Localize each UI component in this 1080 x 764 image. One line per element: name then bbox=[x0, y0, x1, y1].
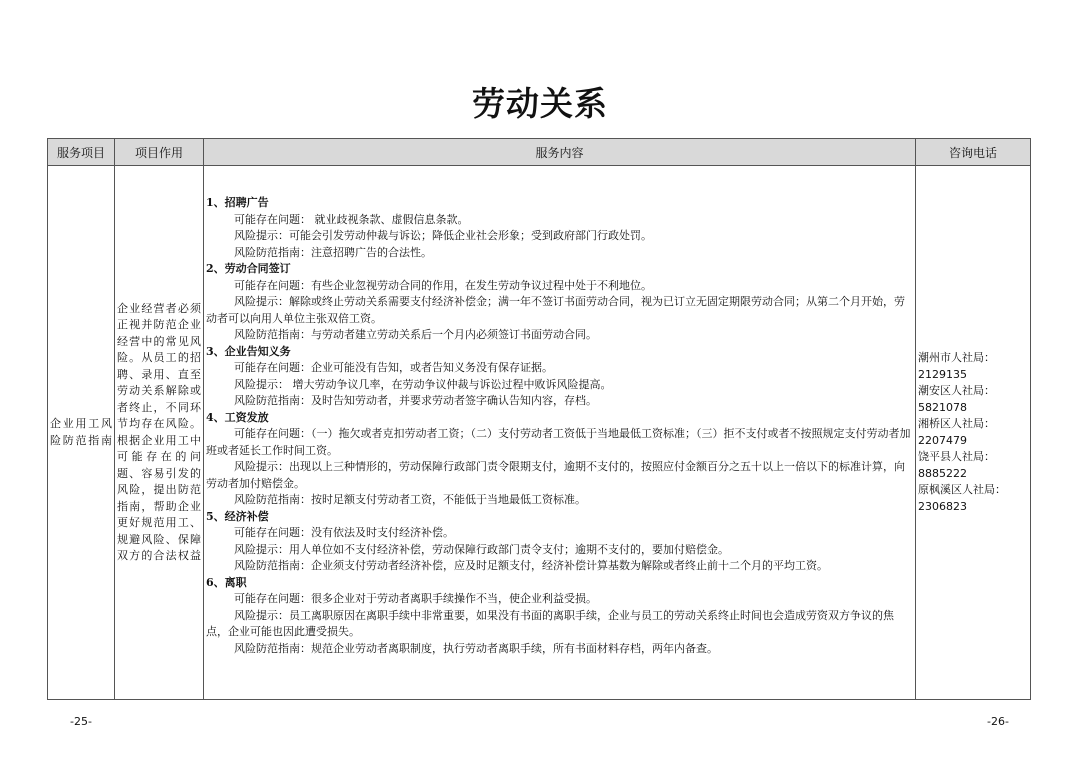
section-line: 风险提示：解除或终止劳动关系需要支付经济补偿金；满一年不签订书面劳动合同，视为已订立无固定期限劳动合同；从第二个月开始，劳动者可以向用人单位主张双倍工资。 bbox=[206, 295, 905, 325]
contact-phone: 2207479 bbox=[918, 433, 967, 447]
section-line: 风险防范指南：企业须支付劳动者经济补偿，应及时足额支付，经济补偿计算基数为解除或者终止前十二个月的平均工资。 bbox=[234, 559, 828, 572]
page-number-right: -26- bbox=[987, 715, 1009, 728]
contact-label: 原枫溪区人社局： bbox=[918, 483, 1006, 496]
header-service-content: 服务内容 bbox=[204, 139, 916, 166]
section-heading: 2、劳动合同签订 bbox=[206, 262, 291, 275]
section-heading: 5、经济补偿 bbox=[206, 509, 269, 523]
section-line: 风险防范指南：与劳动者建立劳动关系后一个月内必须签订书面劳动合同。 bbox=[234, 328, 597, 341]
labor-relations-table bbox=[47, 138, 1031, 700]
section-line: 可能存在问题：企业可能没有告知，或者告知义务没有保存证据。 bbox=[234, 361, 553, 374]
section-line: 风险提示：可能会引发劳动仲裁与诉讼；降低企业社会形象；受到政府部门行政处罚。 bbox=[234, 229, 652, 242]
contact-label: 潮州市人社局： bbox=[918, 351, 995, 364]
section-line: 风险防范指南：及时告知劳动者，并要求劳动者签字确认告知内容，存档。 bbox=[234, 394, 597, 407]
contact-phone: 8885222 bbox=[918, 466, 967, 480]
contact-phone: 2129135 bbox=[918, 367, 967, 381]
section-line: 可能存在问题：没有依法及时支付经济补偿。 bbox=[234, 526, 454, 539]
section-line: 可能存在问题：有些企业忽视劳动合同的作用，在发生劳动争议过程中处于不利地位。 bbox=[234, 278, 652, 292]
section-line: 可能存在问题：（一）拖欠或者克扣劳动者工资；（二）支付劳动者工资低于当地最低工资标准；（三）拒不支付或者不按照规定支付劳动者加班或者延长工作时间工资。 bbox=[206, 427, 911, 457]
section-line: 风险提示：出现以上三种情形的，劳动保障行政部门责令限期支付，逾期不支付的，按照应付金额百分之五十以上一倍以下的标准计算，向劳动者加付赔偿金。 bbox=[206, 460, 905, 490]
contact-label: 饶平县人社局： bbox=[918, 450, 995, 463]
contact-phone: 2306823 bbox=[918, 499, 967, 513]
section-line: 风险提示： 增大劳动争议几率，在劳动争议仲裁与诉讼过程中败诉风险提高。 bbox=[234, 377, 612, 391]
page-number-left: -25- bbox=[70, 715, 92, 728]
section-line: 风险提示：用人单位如不支付经济补偿，劳动保障行政部门责令支付；逾期不支付的，要加付赔偿金。 bbox=[234, 542, 729, 556]
service-content-cell bbox=[204, 166, 916, 700]
section-heading: 4、工资发放 bbox=[206, 410, 269, 424]
section-line: 可能存在问题：很多企业对于劳动者离职手续操作不当，使企业利益受损。 bbox=[234, 592, 597, 605]
header-consult-phone: 咨询电话 bbox=[916, 139, 1031, 166]
section-line: 风险防范指南：按时足额支付劳动者工资，不能低于当地最低工资标准。 bbox=[234, 493, 586, 506]
table-header-row bbox=[48, 139, 1031, 166]
contact-list bbox=[918, 350, 1028, 515]
section-heading: 1、招聘广告 bbox=[206, 196, 269, 209]
contact-label: 湘桥区人社局： bbox=[918, 417, 995, 430]
section-line: 风险防范指南：注意招聘广告的合法性。 bbox=[234, 245, 432, 259]
section-heading: 6、离职 bbox=[206, 575, 247, 589]
contact-label: 潮安区人社局： bbox=[918, 384, 995, 397]
section-line: 可能存在问题： 就业歧视条款、虚假信息条款。 bbox=[234, 212, 469, 226]
service-content-sections bbox=[206, 166, 913, 657]
section-heading: 3、企业告知义务 bbox=[206, 344, 291, 358]
item-purpose-cell: 企业经营者必须正视并防范企业经营中的常见风险。从员工的招聘、录用、直至劳动关系解除或者终止，不同环节均存在风险。根据企业用工中可能存在的问题、容易引发的风险，提出防范指南，帮助企业更好规范用工、规避风险、保障双方的合法权益 bbox=[115, 166, 204, 700]
section-line: 风险提示：员工离职原因在离职手续中非常重要，如果没有书面的离职手续，企业与员工的劳动关系终止时间也会造成劳资双方争议的焦点，企业可能也因此遭受损失。 bbox=[206, 608, 894, 638]
contact-phone: 5821078 bbox=[918, 400, 967, 414]
service-item-cell: 企业用工风险防范指南 bbox=[48, 166, 115, 700]
table-row bbox=[48, 166, 1031, 700]
section-line: 风险防范指南：规范企业劳动者离职制度，执行劳动者离职手续，所有书面材料存档，两年内备查。 bbox=[234, 641, 718, 655]
header-item-purpose: 项目作用 bbox=[115, 139, 204, 166]
contacts-cell bbox=[916, 166, 1031, 700]
page-title: 劳动关系 bbox=[472, 84, 608, 123]
header-service-item: 服务项目 bbox=[48, 139, 115, 166]
